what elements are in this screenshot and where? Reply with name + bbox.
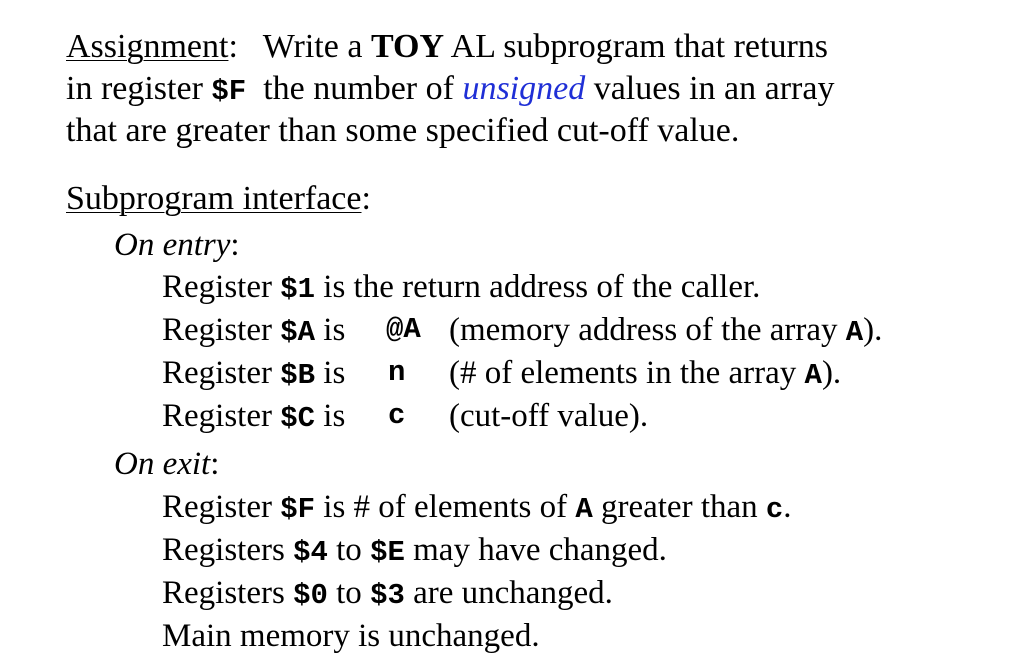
on-entry-label: On entry (114, 227, 231, 263)
assignment-colon: : (228, 28, 238, 65)
exit-2-to: to (336, 532, 362, 568)
entry-2-reg: $A (280, 316, 316, 349)
entry-2-note-pre: (memory address of the array (449, 312, 838, 348)
on-entry-heading (114, 224, 240, 266)
assignment-text-1: Write a (262, 28, 363, 65)
assignment-line-2 (66, 68, 834, 113)
interface-heading: Subprogram interface (66, 180, 362, 217)
entry-2-note-reg: A (845, 316, 864, 349)
exit-2-reg2: $E (370, 536, 405, 569)
exit-3-reg1: $0 (293, 579, 328, 612)
entry-1-rest: is the return address of the caller. (323, 269, 761, 305)
entry-2-note-post: ). (863, 312, 883, 348)
exit-3-post: are unchanged. (413, 575, 613, 611)
assignment-text-2: AL subprogram that returns (450, 28, 829, 65)
entry-3-note-pre: (# of elements in the array (449, 355, 797, 391)
exit-2-post: may have changed. (413, 532, 667, 568)
exit-1-post: . (783, 489, 792, 525)
entry-3-is: is (323, 355, 346, 391)
interface-heading-line (66, 178, 371, 220)
entry-4-note: (cut-off value). (449, 398, 649, 434)
on-exit-heading (114, 443, 219, 485)
entry-4-val: c (388, 399, 406, 432)
toy-label: TOY (370, 28, 445, 65)
exit-line-4 (162, 615, 540, 657)
entry-2-pre: Register (162, 312, 272, 348)
entry-4-is: is (323, 398, 346, 434)
exit-1-pre: Register (162, 489, 272, 525)
exit-1-arr: A (575, 493, 593, 526)
exit-line-1 (162, 486, 792, 531)
unsigned-emphasis: unsigned (462, 70, 586, 107)
assignment-heading: Assignment (66, 28, 229, 65)
exit-1-val: c (765, 493, 784, 526)
entry-3-note-reg: A (804, 359, 822, 392)
exit-1-reg: $F (280, 493, 316, 526)
exit-1-mid: is # of elements of (323, 489, 568, 525)
entry-1-pre: Register (162, 269, 272, 305)
on-entry-colon: : (230, 227, 240, 263)
assignment-text-5: values in an array (593, 70, 835, 107)
exit-2-pre: Registers (162, 532, 285, 568)
exit-1-mid2: greater than (600, 489, 758, 525)
exit-line-3 (162, 572, 613, 617)
exit-2-reg1: $4 (293, 536, 328, 569)
entry-2-is: is (323, 312, 346, 348)
entry-3-reg: $B (280, 359, 316, 392)
assignment-text-3: in register (66, 70, 203, 107)
assignment-text-4: the number of (263, 70, 454, 107)
exit-3-reg2: $3 (370, 579, 405, 612)
entry-4-pre: Register (162, 398, 272, 434)
exit-3-to: to (336, 575, 362, 611)
assignment-text-6: that are greater than some specified cut-off value. (66, 112, 740, 149)
exit-line-2 (162, 529, 667, 574)
entry-3-note-post: ). (821, 355, 842, 391)
assignment-line-1 (66, 26, 828, 68)
entry-line-1 (162, 266, 760, 311)
entry-1-reg: $1 (280, 273, 316, 306)
entry-4-reg: $C (280, 402, 316, 435)
entry-2-val: @A (386, 313, 421, 346)
on-exit-colon: : (210, 446, 220, 482)
register-f-code: $F (211, 75, 247, 108)
on-exit-label: On exit (114, 446, 211, 482)
entry-3-val: n (388, 356, 406, 389)
assignment-line-3 (66, 110, 739, 152)
interface-colon: : (361, 180, 371, 217)
exit-3-pre: Registers (162, 575, 285, 611)
exit-4-text: Main memory is unchanged. (162, 618, 540, 654)
entry-3-pre: Register (162, 355, 272, 391)
